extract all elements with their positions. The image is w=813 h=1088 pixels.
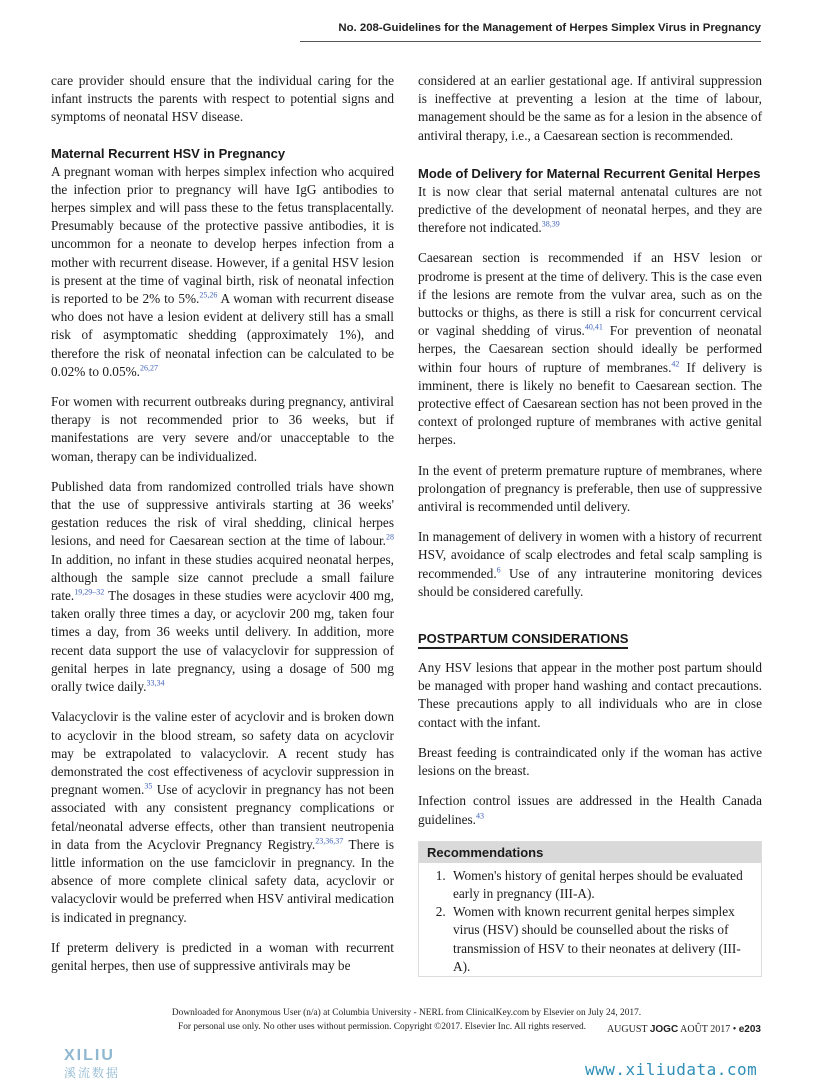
section-heading: Maternal Recurrent HSV in Pregnancy	[51, 145, 286, 161]
citation-link[interactable]: 19,29–32	[74, 587, 105, 597]
recommendation-item: 1. Women's history of genital herpes should be evaluated early in pregnancy (III-A).	[449, 867, 755, 903]
bullet-icon: •	[732, 1024, 737, 1035]
paragraph	[51, 163, 394, 381]
right-column	[418, 72, 762, 977]
header-rule	[300, 41, 761, 42]
paragraph	[418, 528, 762, 601]
paragraph	[418, 249, 762, 449]
text: A pregnant woman with herpes simplex infection who acquired the infection prior to pregnancy will have IgG antibodies to herpes simplex and will pass these to the fetus transplacentally. Presumably because of the protective passive antibodies, it is uncommon for a neonate to develop herpes infection from a mother with recurrent disease. However, if a genital HSV lesion is present at the time of vaginal birth, risk of neonatal infection is reported to be 2% to 5%.	[51, 163, 394, 307]
copyright-notice: For personal use only. No other uses without permission. Copyright ©2017. Elsevier Inc. All rights reserved.	[178, 1022, 587, 1032]
journal-footer	[607, 1024, 761, 1035]
citation-link[interactable]: 28	[386, 533, 394, 543]
paragraph: care provider should ensure that the individual caring for the infant instructs the parents with respect to potential signs and symptoms of neonatal HSV disease.	[51, 73, 394, 125]
text: Use of acyclovir in pregnancy has not been associated with any consistent pregnancy complications or fetal/neonatal adverse effects, other than transient neutropenia in data from the Acyclovir Pregnancy Registry.	[51, 782, 395, 852]
paragraph: Any HSV lesions that appear in the mother post partum should be managed with proper hand washing and contact precautions. These precautions apply to all individuals who are in close contact with the infant.	[418, 660, 762, 730]
text: If delivery is imminent, there is likely no benefit to Caesarean section. The protective effect of Caesarean section has not been proved in the context of prolonged rupture of membranes with active genital herpes.	[418, 359, 762, 448]
citation-link[interactable]: 25,26	[199, 290, 218, 300]
paragraph: For women with recurrent outbreaks during pregnancy, antiviral therapy is not recommended prior to 36 weeks, but if manifestations are very severe and/or unacceptable to the woman, therapy can be individualized.	[51, 394, 394, 464]
page-header	[0, 0, 813, 42]
citation-link[interactable]: 6	[496, 565, 501, 575]
citation-link[interactable]: 43	[475, 811, 484, 821]
section-heading: POSTPARTUM CONSIDERATIONS	[418, 631, 628, 649]
paragraph: considered at an earlier gestational age. If antiviral suppression is ineffective at preventing a lesion at the time of labour, management should be the same as for a lesion in the absence of antiviral therapy, i.e., a Caesarean section is recommended.	[418, 73, 762, 143]
paragraph: If preterm delivery is predicted in a woman with recurrent genital herpes, then use of suppressive antivirals may be	[51, 939, 394, 973]
text: Infection control issues are addressed in the Health Canada guidelines.	[418, 793, 762, 827]
citation-link[interactable]: 40,41	[584, 322, 603, 332]
svg-text:XILIU: XILIU	[64, 1047, 115, 1064]
section-heading: Mode of Delivery for Maternal Recurrent Genital Herpes	[418, 165, 761, 181]
citation-link[interactable]: 38,39	[541, 219, 560, 229]
citation-link[interactable]: 23,36,37	[315, 836, 344, 846]
journal-name: JOGC	[649, 1024, 679, 1035]
text: Caesarean section is recommended if an HSV lesion or prodrome is present at the time of delivery. This is the case even if the lesions are remote from the vulvar area, such as on the buttocks or thighs, as there is still a risk for concurrent cervical or vaginal shedding of virus.	[418, 250, 762, 339]
paragraph: In the event of preterm premature rupture of membranes, where prolongation of pregnancy is preferable, then use of suppressive antiviral is recommended until delivery.	[418, 462, 762, 515]
text: There is little information on the use famciclovir in pregnancy. In the absence of more complete clinical safety data, acyclovir or valacyclovir would be preferred when HSV antiviral medication is indicated in pregnancy.	[51, 836, 394, 925]
text: Use of any intrauterine monitoring devices should be considered carefully.	[418, 565, 762, 599]
watermark-url[interactable]: www.xiliudata.com	[585, 1060, 758, 1079]
text: A woman with recurrent disease who does not have a lesion evident at delivery still has a small risk of asymptomatic shedding (approximately 1%), and therefore the risk of neonatal infection can be calculated to be 0.02% to 0.05%.	[51, 291, 394, 379]
text: In management of delivery in women with a history of recurrent HSV, avoidance of scalp electrodes and fetal scalp sampling is recommended.	[418, 529, 762, 581]
text: Published data from randomized controlled trials have shown that the use of suppressive antivirals starting at 36 weeks' gestation reduces the risk of viral shedding, clinical herpes lesions, and need for Caesarean section at the time of labour.	[51, 478, 394, 549]
citation-link[interactable]: 35	[144, 781, 153, 791]
citation-link[interactable]: 26,27	[140, 363, 159, 373]
paragraph	[51, 478, 394, 696]
paragraph: Breast feeding is contraindicated only if the woman has active lesions on the breast.	[418, 744, 762, 779]
recommendations-list	[419, 867, 761, 976]
text: For prevention of neonatal herpes, the Caesarean section should ideally be performed within four hours of rupture of membranes.	[418, 323, 762, 375]
recommendations-box	[418, 841, 762, 977]
running-title: No. 208-Guidelines for the Management of Herpes Simplex Virus in Pregnancy	[338, 22, 761, 34]
page-number: e203	[738, 1024, 761, 1035]
citation-link[interactable]: 33,34	[146, 678, 165, 688]
recommendation-item: 2. Women with known recurrent genital herpes simplex virus (HSV) should be counselled about the risks of transmission of HSV to their neonates at delivery (III-A).	[449, 903, 755, 976]
recommendations-title: Recommendations	[419, 842, 761, 863]
text: It is now clear that serial maternal antenatal cultures are not predictive of the development of neonatal herpes, and they are therefore not indicated.	[418, 183, 762, 236]
paragraph	[418, 183, 762, 238]
citation-link[interactable]: 42	[671, 359, 680, 369]
paragraph	[51, 708, 394, 926]
left-column	[51, 72, 394, 987]
text: In addition, no infant in these studies acquired neonatal herpes, although the sample size cannot preclude a small failure rate.	[51, 551, 394, 604]
svg-text:溪流数据: 溪流数据	[64, 1066, 121, 1080]
issue-month-en: AUGUST	[606, 1024, 648, 1035]
text: Valacyclovir is the valine ester of acyclovir and is broken down to acyclovir in the blood stream, so safety data on acyclovir may be extrapolated to valacyclovir. A recent study has demonstrated the cost effectiveness of acyclovir suppression in pregnant women.	[51, 709, 394, 798]
paragraph	[418, 792, 762, 828]
download-notice: Downloaded for Anonymous User (n/a) at Columbia University - NERL from ClinicalKey.com by Elsevier on July 24, 2017.	[171, 1008, 642, 1018]
issue-month-fr: AOÛT 2017	[680, 1024, 731, 1035]
xiliu-logo	[62, 1044, 162, 1080]
text: The dosages in these studies were acyclovir 400 mg, taken orally three times a day, or acyclovir 200 mg, taken four times a day, from 36 weeks until delivery. In addition, more recent data support the use of valacyclovir for suppression of genital herpes in late pregnancy, using a dosage of 500 mg orally twice daily.	[51, 588, 394, 695]
